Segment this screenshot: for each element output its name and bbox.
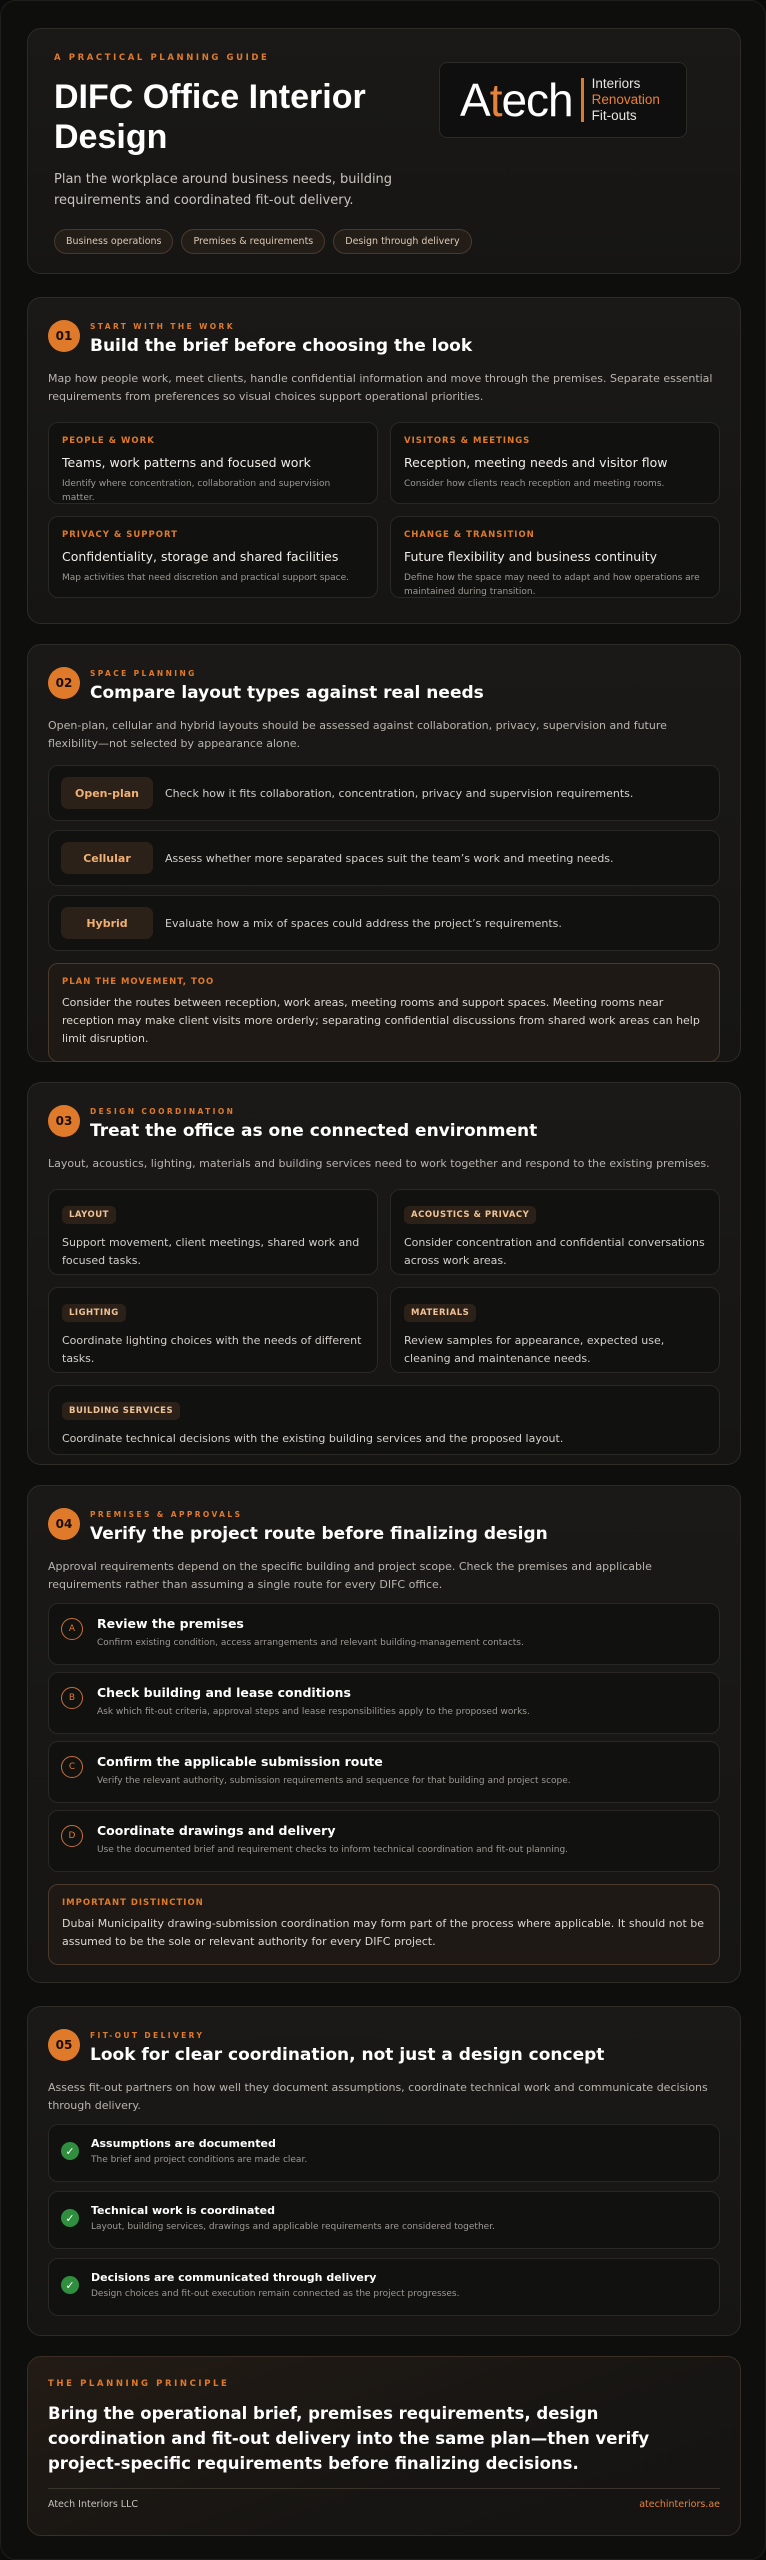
brief-item-privacy-support — [48, 516, 378, 598]
layout-row-open-plan — [48, 765, 720, 821]
item-title: Confidentiality, storage and shared facilities — [62, 549, 339, 564]
section-number: 04 — [48, 1508, 80, 1540]
logo-line-renovation: Renovation — [591, 92, 660, 107]
coord-item-layout — [48, 1189, 378, 1275]
layout-text: Assess whether more separated spaces suit the team’s work and meeting needs. — [165, 851, 614, 865]
principle-divider — [48, 2488, 720, 2489]
step-letter: B — [61, 1687, 83, 1709]
section-description: Open-plan, cellular and hybrid layouts should be assessed against collaboration, privacy, supervision and future flexibility—not selected by appearance alone. — [48, 719, 667, 750]
step-text: Verify the relevant authority, submission requirements and sequence for that building and project scope. — [97, 1776, 571, 1786]
check-assumptions-documented — [48, 2124, 720, 2182]
chip-business-operations: Business operations — [54, 229, 173, 254]
item-tag: LIGHTING — [62, 1304, 126, 1322]
item-tag: ACOUSTICS & PRIVACY — [404, 1206, 536, 1224]
item-text: Coordinate technical decisions with the existing building services and the proposed layout. — [62, 1432, 564, 1445]
layout-pill: Open-plan — [61, 777, 153, 809]
check-decisions-communicated — [48, 2258, 720, 2316]
step-letter: A — [61, 1618, 83, 1640]
brief-grid — [48, 422, 720, 598]
logo-divider — [581, 78, 584, 122]
item-title: Reception, meeting needs and visitor flow — [404, 455, 668, 470]
item-tag: LAYOUT — [62, 1206, 116, 1224]
item-text: Consider concentration and confidential conversations across work areas. — [404, 1236, 705, 1267]
section-number: 02 — [48, 667, 80, 699]
section-header — [48, 320, 720, 356]
section-title: Verify the project route before finalizing design — [90, 1524, 548, 1544]
item-text: Coordinate lighting choices with the needs of different tasks. — [62, 1334, 362, 1365]
checkmark-icon: ✓ — [61, 2209, 79, 2227]
item-label: PEOPLE & WORK — [62, 436, 155, 446]
checkmark-icon: ✓ — [61, 2142, 79, 2160]
brief-item-visitors-meetings — [390, 422, 720, 504]
logo-wordmark — [460, 73, 573, 127]
item-tag: BUILDING SERVICES — [62, 1402, 180, 1420]
layout-pill: Hybrid — [61, 907, 153, 939]
section-title: Look for clear coordination, not just a design concept — [90, 2045, 605, 2065]
section-header — [48, 1508, 720, 1544]
atech-logo — [439, 62, 687, 138]
section-description: Assess fit-out partners on how well they document assumptions, coordinate technical work and communicate decisions through delivery. — [48, 2081, 708, 2112]
section-04 — [27, 1485, 741, 1983]
section-number: 01 — [48, 320, 80, 352]
coordination-grid — [48, 1189, 720, 1373]
checkmark-icon: ✓ — [61, 2276, 79, 2294]
coord-item-acoustics-privacy — [390, 1189, 720, 1275]
item-text: Map activities that need discretion and practical support space. — [62, 573, 349, 583]
logo-tagline — [592, 76, 660, 124]
principle-text: Bring the operational brief, premises requirements, design coordination and fit-out delivery into the same plan—then verify project-specific requirements before finalizing decisions. — [48, 2404, 650, 2473]
item-text: Consider how clients reach reception and meeting rooms. — [404, 479, 665, 489]
website-link[interactable]: atechinteriors.ae — [639, 2499, 720, 2510]
section-number: 03 — [48, 1105, 80, 1137]
section-eyebrow: FIT-OUT DELIVERY — [90, 2031, 205, 2040]
check-text: The brief and project conditions are made clear. — [91, 2155, 308, 2165]
item-text: Identify where concentration, collaboration and supervision matter. — [62, 479, 331, 503]
movement-callout — [48, 963, 720, 1062]
item-title: Future flexibility and business continuity — [404, 549, 657, 564]
logo-letters-ech: ech — [501, 74, 573, 126]
coord-item-lighting — [48, 1287, 378, 1373]
section-title: Treat the office as one connected environment — [90, 1121, 538, 1141]
check-title: Assumptions are documented — [91, 2137, 276, 2150]
coord-item-building-services — [48, 1385, 720, 1455]
check-text: Layout, building services, drawings and applicable requirements are considered together. — [91, 2222, 495, 2232]
company-name: Atech Interiors LLC — [48, 2499, 139, 2510]
item-text: Define how the space may need to adapt and how operations are maintained during transition. — [404, 573, 700, 597]
section-description: Approval requirements depend on the specific building and project scope. Check the premises and applicable requirements rather than assuming a single route for every DIFC office. — [48, 1560, 652, 1591]
brief-item-change-transition — [390, 516, 720, 598]
layout-list — [48, 765, 720, 951]
callout-text: Consider the routes between reception, work areas, meeting rooms and support spaces. Meeting rooms near reception may make client visits more orderly; separating confidential discussions from shared work areas can help limit disruption. — [62, 996, 700, 1045]
callout-label: IMPORTANT DISTINCTION — [62, 1898, 204, 1908]
callout-label: PLAN THE MOVEMENT, TOO — [62, 977, 215, 987]
section-05 — [27, 2006, 741, 2336]
item-label: CHANGE & TRANSITION — [404, 530, 535, 540]
planning-principle-card — [27, 2356, 741, 2536]
section-title: Compare layout types against real needs — [90, 683, 484, 703]
layout-row-cellular — [48, 830, 720, 886]
step-title: Confirm the applicable submission route — [97, 1754, 383, 1769]
step-letter: C — [61, 1756, 83, 1778]
check-title: Decisions are communicated through delivery — [91, 2271, 377, 2284]
logo-letter-t: t — [489, 74, 502, 126]
section-01 — [27, 297, 741, 624]
layout-row-hybrid — [48, 895, 720, 951]
section-header — [48, 667, 720, 703]
step-text: Confirm existing condition, access arrangements and relevant building-management contacts. — [97, 1638, 524, 1648]
section-02 — [27, 644, 741, 1062]
step-check-building-lease — [48, 1672, 720, 1734]
chip-design-through-delivery: Design through delivery — [333, 229, 471, 254]
layout-text: Evaluate how a mix of spaces could address the project’s requirements. — [165, 916, 562, 930]
page-title: DIFC Office Interior Design — [54, 78, 366, 156]
section-header — [48, 1105, 720, 1141]
step-text: Use the documented brief and requirement checks to inform technical coordination and fit-out planning. — [97, 1845, 569, 1855]
item-label: VISITORS & MEETINGS — [404, 436, 531, 446]
section-number: 05 — [48, 2029, 80, 2061]
section-eyebrow: DESIGN COORDINATION — [90, 1107, 236, 1116]
hero-chips — [54, 229, 714, 254]
approval-steps — [48, 1603, 720, 1872]
step-title: Coordinate drawings and delivery — [97, 1823, 336, 1838]
logo-line-fitouts: Fit-outs — [591, 108, 637, 123]
step-title: Review the premises — [97, 1616, 244, 1631]
delivery-checklist — [48, 2124, 720, 2316]
hero-description: Plan the workplace around business needs, building requirements and coordinated fit-out delivery. — [54, 172, 393, 208]
section-title: Build the brief before choosing the look — [90, 336, 473, 356]
check-text: Design choices and fit-out execution remain connected as the project progresses. — [91, 2289, 460, 2299]
item-label: PRIVACY & SUPPORT — [62, 530, 178, 540]
step-letter: D — [61, 1825, 83, 1847]
step-text: Ask which fit-out criteria, approval steps and lease responsibilities apply to the proposed works. — [97, 1707, 530, 1717]
section-03 — [27, 1082, 741, 1465]
section-header — [48, 2029, 720, 2065]
coord-item-materials — [390, 1287, 720, 1373]
layout-text: Check how it fits collaboration, concentration, privacy and supervision requirements. — [165, 786, 634, 800]
item-title: Teams, work patterns and focused work — [62, 455, 311, 470]
step-title: Check building and lease conditions — [97, 1685, 351, 1700]
item-text: Support movement, client meetings, shared work and focused tasks. — [62, 1236, 360, 1267]
logo-letter-a: A — [460, 74, 490, 126]
step-review-premises — [48, 1603, 720, 1665]
item-text: Review samples for appearance, expected use, cleaning and maintenance needs. — [404, 1334, 665, 1365]
check-technical-work-coordinated — [48, 2191, 720, 2249]
hero-eyebrow: A PRACTICAL PLANNING GUIDE — [54, 53, 270, 63]
section-eyebrow: PREMISES & APPROVALS — [90, 1510, 243, 1519]
distinction-callout — [48, 1884, 720, 1965]
check-title: Technical work is coordinated — [91, 2204, 275, 2217]
item-tag: MATERIALS — [404, 1304, 476, 1322]
section-description: Map how people work, meet clients, handle confidential information and move through the premises. Separate essential requirements from preferences so visual choices support operational priorities. — [48, 372, 713, 403]
callout-text: Dubai Municipality drawing-submission coordination may form part of the process where applicable. It should not be assumed to be the sole or relevant authority for every DIFC project. — [62, 1917, 705, 1948]
layout-pill: Cellular — [61, 842, 153, 874]
step-confirm-submission-route — [48, 1741, 720, 1803]
brief-item-people-work — [48, 422, 378, 504]
step-coordinate-drawings — [48, 1810, 720, 1872]
logo-line-interiors: Interiors — [591, 76, 641, 91]
principle-label: THE PLANNING PRINCIPLE — [48, 2379, 230, 2389]
section-description: Layout, acoustics, lighting, materials and building services need to work together and respond to the existing premises. — [48, 1157, 710, 1170]
section-eyebrow: START WITH THE WORK — [90, 322, 235, 331]
section-eyebrow: SPACE PLANNING — [90, 669, 197, 678]
chip-premises-requirements: Premises & requirements — [181, 229, 325, 254]
principle-footer — [48, 2499, 720, 2510]
